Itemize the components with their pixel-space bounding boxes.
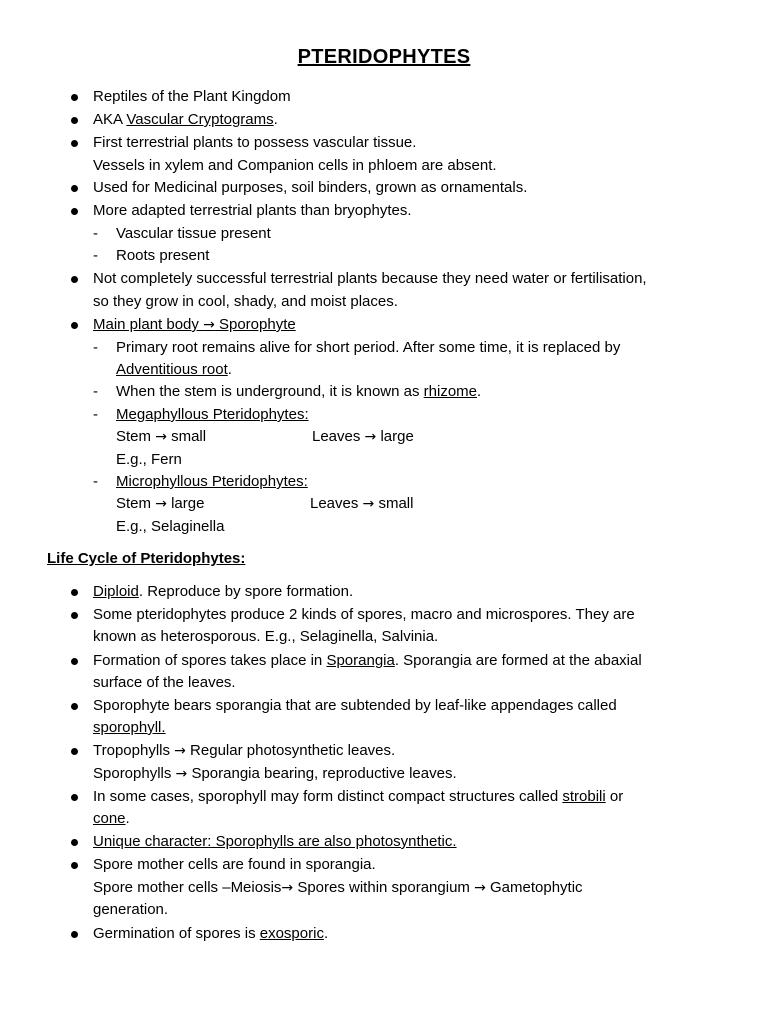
text-line: AKA Vascular Cryptograms. (93, 111, 278, 128)
text-line: Leaves → small (310, 495, 414, 512)
bullet (71, 794, 78, 801)
subheading: Megaphyllous Pteridophytes: (116, 406, 309, 423)
text-line: surface of the leaves. (93, 674, 236, 691)
text-line: Sporophylls → Sporangia bearing, reproductive leaves. (93, 765, 457, 782)
text-line: Diploid. Reproduce by spore formation. (93, 583, 354, 600)
text-line: Not completely successful terrestrial plants because they need water or fertilisation, (93, 270, 647, 287)
term-rhizome: rhizome (423, 383, 478, 400)
dash-marker: - (93, 247, 98, 264)
text-line: Tropophylls → Regular photosynthetic leaves. (93, 742, 396, 759)
section-heading: Life Cycle of Pteridophytes: (47, 550, 246, 567)
bullet (71, 117, 78, 124)
text-line: Spore mother cells are found in sporangia. (93, 856, 376, 873)
bullet (71, 276, 78, 283)
bullet (71, 185, 78, 192)
text-line: Unique character: Sporophylls are also photosynthetic. (93, 833, 457, 850)
text-line: Reptiles of the Plant Kingdom (93, 88, 291, 105)
dash-marker: - (93, 473, 98, 490)
text-line: Main plant body → Sporophyte (93, 316, 296, 333)
text-line: Spore mother cells –Meiosis→ Spores within sporangium → Gametophytic (93, 879, 583, 896)
text-line: known as heterosporous. E.g., Selaginella, Salvinia. (93, 628, 439, 645)
text-line: E.g., Selaginella (116, 518, 225, 535)
text-line: In some cases, sporophyll may form distinct compact structures called strobili or (93, 788, 624, 805)
text-line: Formation of spores takes place in Sporangia. Sporangia are formed at the abaxial (93, 652, 642, 669)
bullet (71, 931, 78, 938)
text-line: Stem → small (116, 428, 207, 445)
bullet (71, 703, 78, 710)
arrow-icon: → (474, 880, 486, 896)
bullet (71, 589, 78, 596)
text-line: Some pteridophytes produce 2 kinds of spores, macro and microspores. They are (93, 606, 635, 623)
text-line: When the stem is underground, it is known as rhizome. (116, 383, 482, 400)
term-strobili: strobili (562, 788, 606, 805)
text-line: Adventitious root. (116, 361, 232, 378)
bullet (71, 612, 78, 619)
term-vascular-cryptograms: Vascular Cryptograms (126, 111, 274, 128)
text-line: Stem → large (116, 495, 205, 512)
bullet (71, 658, 78, 665)
arrow-icon: → (364, 429, 377, 445)
dash-marker: - (93, 383, 98, 400)
arrow-icon: → (155, 429, 167, 445)
term-sporophyll: sporophyll. (93, 719, 166, 736)
text-line: Roots present (116, 247, 210, 264)
text-line: First terrestrial plants to possess vascular tissue. (93, 134, 417, 151)
bullet (71, 94, 78, 101)
bullet (71, 839, 78, 846)
term-adventitious-root: Adventitious root (116, 361, 228, 378)
term-sporangia: Sporangia (326, 652, 395, 669)
subheading: Microphyllous Pteridophytes: (116, 473, 308, 490)
dash-marker: - (93, 406, 98, 423)
text-line: Used for Medicinal purposes, soil binders, grown as ornamentals. (93, 179, 528, 196)
text-line: Germination of spores is exosporic. (93, 925, 329, 942)
arrow-icon: → (281, 880, 294, 896)
text-line: Sporophyte bears sporangia that are subtended by leaf-like appendages called (93, 697, 617, 714)
text-line: Vascular tissue present (116, 225, 271, 242)
dash-marker: - (93, 339, 98, 356)
arrow-icon: → (155, 496, 167, 512)
text-line: E.g., Fern (116, 451, 182, 468)
arrow-icon: → (203, 317, 215, 333)
bullet (71, 140, 78, 147)
term-diploid: Diploid (93, 583, 139, 600)
text-line: Leaves → large (312, 428, 414, 445)
text-line: cone. (93, 810, 130, 827)
text-line: generation. (93, 901, 169, 918)
arrow-icon: → (174, 743, 186, 759)
text-line: so they grow in cool, shady, and moist places. (93, 293, 398, 310)
bullet (71, 322, 78, 329)
text-line: Primary root remains alive for short period. After some time, it is replaced by (116, 339, 621, 356)
text-line: Vessels in xylem and Companion cells in phloem are absent. (93, 157, 497, 174)
bullet (71, 862, 78, 869)
dash-marker: - (93, 225, 98, 242)
text-line: More adapted terrestrial plants than bryophytes. (93, 202, 412, 219)
bullet (71, 208, 78, 215)
bullet (71, 748, 78, 755)
page-title: PTERIDOPHYTES (297, 46, 471, 68)
arrow-icon: → (362, 496, 375, 512)
arrow-icon: → (175, 766, 188, 782)
term-exosporic: exosporic (259, 925, 324, 942)
term-cone: cone (93, 810, 126, 827)
